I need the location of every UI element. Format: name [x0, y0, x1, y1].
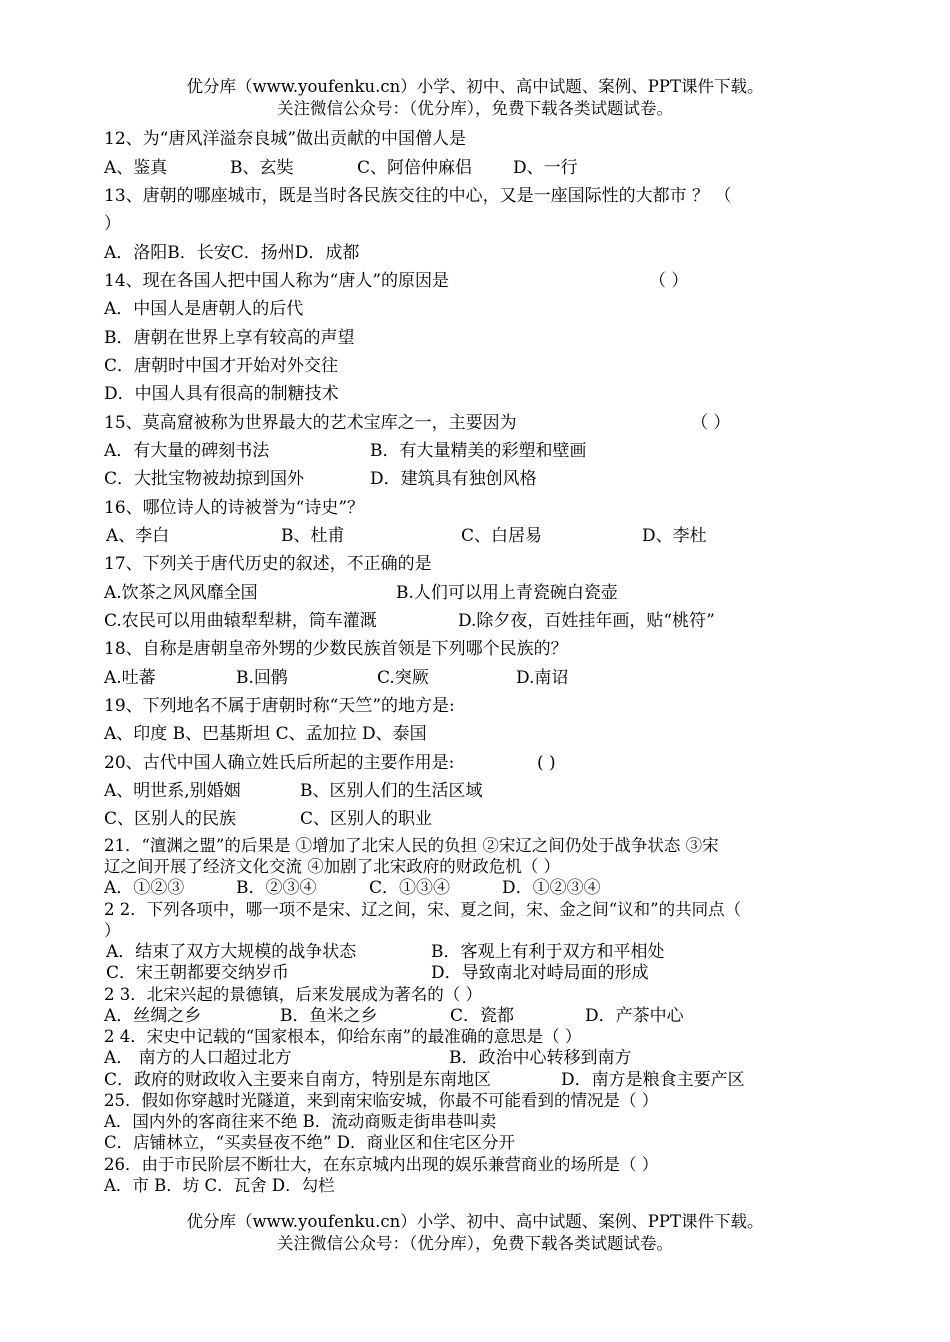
q17-option-a: A.饮茶之风风靡全国	[104, 583, 258, 603]
q15-option-c: C．大批宝物被劫掠到国外	[104, 469, 305, 489]
footer-line-2: 关注微信公众号：（优分库），免费下载各类试题试卷。	[277, 1234, 673, 1253]
q24-option-c: C．政府的财政收入主要来自南方，特别是东南地区	[104, 1070, 492, 1090]
q13-stem-end: ）	[104, 214, 121, 234]
q24-option-a: A． 南方的人口超过北方	[104, 1048, 292, 1068]
q24-option-b: B．政治中心转移到南方	[449, 1048, 632, 1068]
q12-option-d: D、一行	[513, 158, 578, 178]
q13-options: A．洛阳B．长安C．扬州D．成都	[104, 243, 360, 263]
q18-option-d: D.南诏	[516, 668, 569, 688]
q25-options-cd: C．店铺林立，“买卖昼夜不绝” D．商业区和住宅区分开	[104, 1133, 515, 1152]
q22-option-d: D．导致南北对峙局面的形成	[431, 963, 649, 983]
q20-answer-bracket: ( )	[537, 753, 556, 773]
q21-option-c: C．①③④	[369, 878, 451, 898]
q24-option-d: D．南方是粮食主要产区	[561, 1070, 745, 1090]
q23-option-d: D．产茶中心	[585, 1006, 684, 1026]
q17-stem: 17、下列关于唐代历史的叙述，不正确的是	[104, 554, 432, 574]
q15-option-d: D．建筑具有独创风格	[370, 469, 537, 489]
q18-option-c: C.突厥	[377, 668, 429, 688]
q15-stem: 15、莫高窟被称为世界最大的艺术宝库之一，主要因为	[104, 413, 517, 433]
q14-stem: 14、现在各国人把中国人称为“唐人”的原因是	[104, 271, 450, 291]
q16-option-b: B、杜甫	[281, 526, 345, 546]
q12-option-a: A、鉴真	[104, 158, 168, 178]
q25-stem: 25．假如你穿越时光隧道，来到南宋临安城，你最不可能看到的情况是（ ）	[104, 1091, 659, 1110]
q20-option-c: C、区别人的民族	[104, 809, 237, 829]
q23-option-c: C．瓷都	[450, 1006, 515, 1026]
q14-answer-bracket: （ ）	[649, 271, 689, 291]
q21-stem-line-2: 辽之间开展了经济文化交流 ④加剧了北宋政府的财政危机（ ）	[104, 857, 560, 876]
q12-stem: 12、为“唐风洋溢奈良城”做出贡献的中国僧人是	[104, 129, 467, 149]
q17-option-d: D.除夕夜，百姓挂年画，贴“桃符”	[458, 611, 715, 631]
q21-option-b: B．②③④	[236, 878, 317, 898]
q14-option-c: C．唐朝时中国才开始对外交往	[104, 356, 339, 376]
q22-option-b: B．客观上有利于双方和平相处	[431, 942, 665, 962]
q17-option-c: C.农民可以用曲辕犁犁耕，筒车灌溉	[104, 611, 377, 631]
q26-stem: 26．由于市民阶层不断壮大，在东京城内出现的娱乐兼营商业的场所是（ ）	[104, 1155, 659, 1174]
q12-option-c: C、阿倍仲麻侣	[357, 158, 473, 178]
q20-option-b: B、区别人们的生活区域	[300, 781, 483, 801]
q17-option-b: B.人们可以用上青瓷碗白瓷壶	[396, 583, 618, 603]
q16-option-c: C、白居易	[461, 526, 543, 546]
q19-options: A、印度 B、巴基斯坦 C、孟加拉 D、泰国	[104, 724, 427, 744]
q14-option-a: A．中国人是唐朝人的后代	[104, 299, 304, 319]
q18-option-a: A.吐蕃	[104, 668, 156, 688]
header-line-2: 关注微信公众号：（优分库），免费下载各类试题试卷。	[277, 99, 673, 118]
q22-stem-line-1: 2 2．下列各项中，哪一项不是宋、辽之间，宋、夏之间，宋、金之间“议和”的共同点（	[104, 900, 742, 919]
q13-stem: 13、唐朝的哪座城市，既是当时各民族交往的中心，又是一座国际性的大都市 ？ （	[104, 186, 732, 206]
q20-option-d: C、区别人的职业	[300, 809, 433, 829]
q19-stem: 19、下列地名不属于唐朝时称“天竺”的地方是:	[104, 696, 455, 716]
q23-option-a: A．丝绸之乡	[104, 1006, 202, 1026]
q15-option-a: A．有大量的碑刻书法	[104, 441, 270, 461]
q26-options: A．市 B．坊 C．瓦舍 D．勾栏	[104, 1176, 335, 1195]
q21-stem-line-1: 21．“澶渊之盟”的后果是 ①增加了北宋人民的负担 ②宋辽之间仍处于战争状态 ③宋	[104, 836, 719, 855]
q16-option-a: A、李白	[106, 526, 170, 546]
q18-stem: 18、自称是唐朝皇帝外甥的少数民族首领是下列哪个民族的？	[104, 639, 568, 659]
footer-line-1: 优分库（www.youfenku.cn）小学、初中、高中试题、案例、PPT课件下载。	[186, 1212, 764, 1231]
q15-option-b: B．有大量精美的彩塑和壁画	[370, 441, 587, 461]
q23-stem: 2 3．北宋兴起的景德镇，后来发展成为著名的（ ）	[104, 985, 482, 1004]
q15-answer-bracket: （ ）	[691, 413, 731, 433]
q16-stem: 16、哪位诗人的诗被誉为“诗史”？	[104, 498, 365, 518]
q22-stem-line-2: ）	[104, 921, 121, 940]
q23-option-b: B．鱼米之乡	[280, 1006, 378, 1026]
q24-stem: 2 4．宋史中记载的“国家根本，仰给东南”的最准确的意思是（ ）	[104, 1027, 582, 1046]
q18-option-b: B.回鹘	[236, 668, 288, 688]
q14-option-b: B．唐朝在世界上享有较高的声望	[104, 328, 355, 348]
header-line-1: 优分库（www.youfenku.cn）小学、初中、高中试题、案例、PPT课件下载。	[186, 77, 764, 96]
q16-option-d: D、李杜	[642, 526, 707, 546]
q12-option-b: B、玄奘	[230, 158, 294, 178]
q22-option-a: A．结束了双方大规模的战争状态	[106, 942, 357, 962]
q21-option-d: D．①②③④	[502, 878, 601, 898]
q22-option-c: C．宋王朝都要交纳岁币	[106, 963, 290, 983]
q21-option-a: A．①②③	[104, 878, 185, 898]
q20-stem: 20、古代中国人确立姓氏后所起的主要作用是:	[104, 753, 455, 773]
q25-options-ab: A．国内外的客商往来不绝 B．流动商贩走街串巷叫卖	[104, 1112, 497, 1131]
q20-option-a: A、明世系,别婚姻	[104, 781, 241, 801]
q14-option-d: D．中国人具有很高的制糖技术	[104, 384, 339, 404]
